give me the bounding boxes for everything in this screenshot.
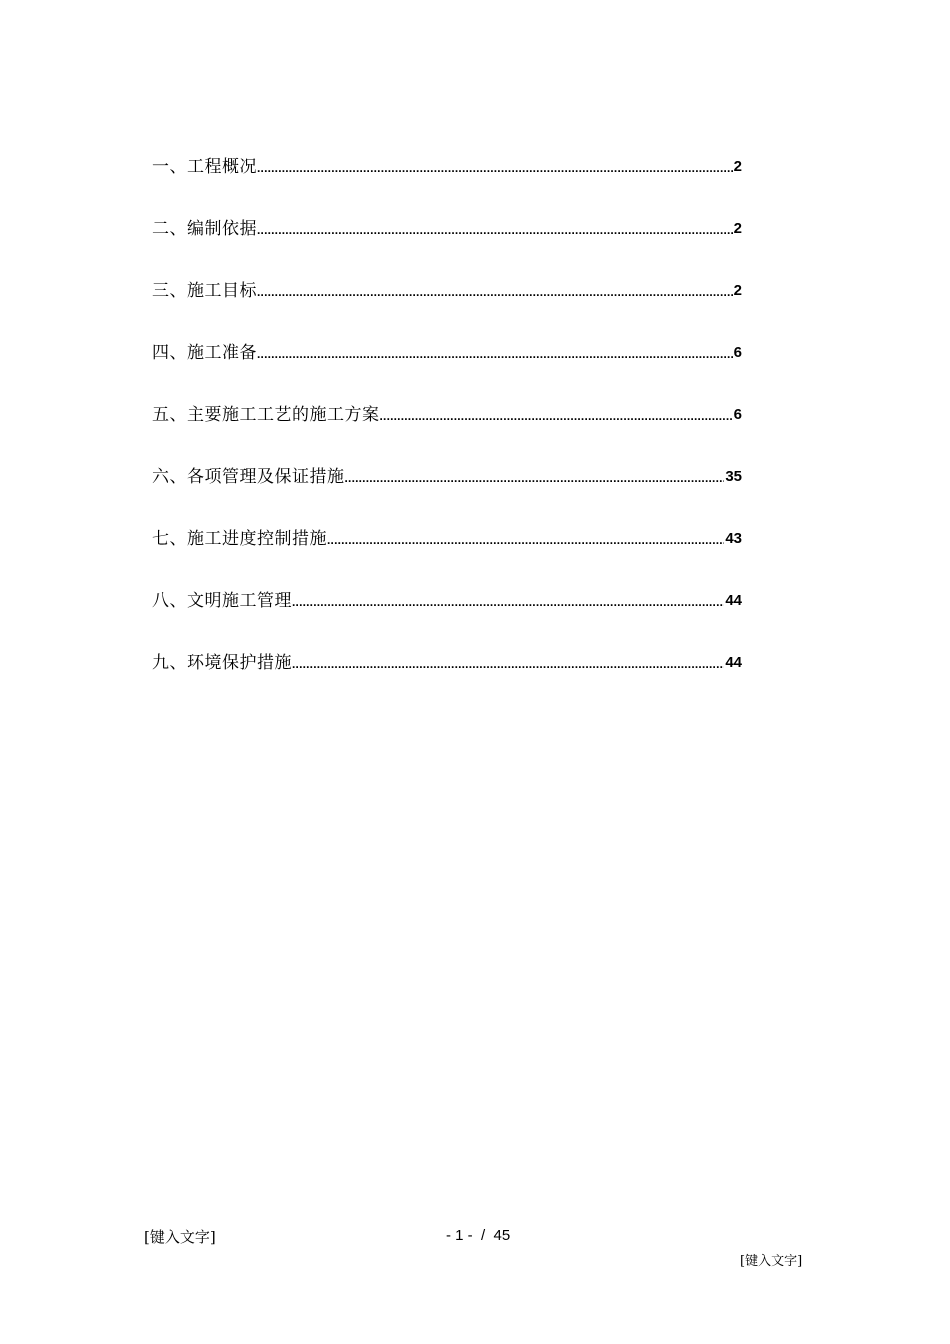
toc-entry-page: 44 [725,654,742,671]
toc-entry-9[interactable] [152,650,742,676]
toc-entry-title: 六、各项管理及保证措施 [152,467,345,487]
toc-entry-title: 九、环境保护措施 [152,653,292,673]
toc-entry-page: 2 [733,220,742,237]
toc-leader-dots [257,158,733,180]
toc-leader-dots [380,406,733,428]
toc-leader-dots [257,220,733,242]
toc-entry-2[interactable] [152,216,742,242]
toc-entry-page: 2 [733,282,742,299]
toc-entry-title: 五、主要施工工艺的施工方案 [152,405,380,425]
toc-entry-page: 35 [725,468,742,485]
table-of-contents [152,154,742,712]
toc-entry-title: 七、施工进度控制措施 [152,529,327,549]
toc-entry-title: 四、施工准备 [152,343,257,363]
toc-entry-title: 三、施工目标 [152,281,257,301]
toc-entry-title: 一、工程概况 [152,157,257,177]
toc-entry-page: 6 [733,406,742,423]
toc-entry-4[interactable] [152,340,742,366]
toc-entry-5[interactable] [152,402,742,428]
footer-left-placeholder: [键入文字] [144,1228,216,1246]
toc-leader-dots [345,468,725,490]
toc-entry-7[interactable] [152,526,742,552]
toc-entry-6[interactable] [152,464,742,490]
toc-leader-dots [292,592,724,614]
toc-entry-1[interactable] [152,154,742,180]
toc-entry-title: 二、编制依据 [152,219,257,239]
toc-entry-page: 2 [733,158,742,175]
toc-entry-title: 八、文明施工管理 [152,591,292,611]
toc-entry-3[interactable] [152,278,742,304]
toc-entry-8[interactable] [152,588,742,614]
toc-leader-dots [292,654,724,676]
toc-entry-page: 6 [733,344,742,361]
toc-entry-page: 44 [725,592,742,609]
footer-right-placeholder: [键入文字] [740,1254,803,1269]
toc-leader-dots [327,530,724,552]
page-indicator: - 1 - / 45 [446,1227,511,1244]
toc-entry-page: 43 [725,530,742,547]
toc-leader-dots [257,344,733,366]
toc-leader-dots [257,282,733,304]
